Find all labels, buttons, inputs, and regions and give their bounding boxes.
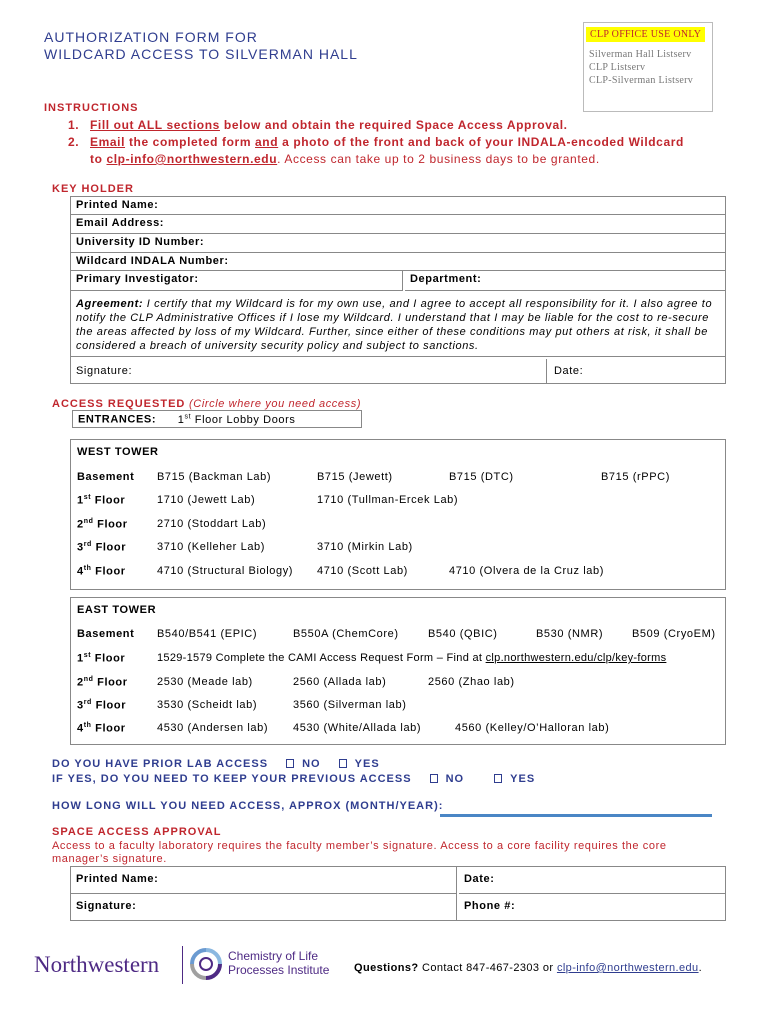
department-label: Department: [410,273,482,285]
office-line: Silverman Hall Listserv [589,49,692,60]
west-room[interactable]: B715 (rPPC) [601,471,670,483]
east-room[interactable]: 3530 (Scheidt lab) [157,699,258,711]
office-use-box [583,22,713,112]
footer-period: . [698,962,703,974]
floor-sup: rd [83,541,92,548]
east-floor-3 [77,699,126,712]
access-heading-text: ACCESS REQUESTED [52,398,186,410]
floor-num: 4 [77,565,84,578]
floor-word: Floor [91,541,127,554]
floor-word: Floor [91,699,127,712]
east-floor-4 [77,722,126,735]
entrances-label: ENTRANCES: [78,413,157,426]
instruction-1-text: below and obtain the required Space Access Approval. [219,118,568,132]
key-holder-heading: KEY HOLDER [52,183,134,195]
west-tower-box [70,439,726,590]
entrances-sup: st [184,413,192,420]
east-tower-title: EAST TOWER [77,604,157,616]
floor-sup: th [83,722,92,729]
floor-num: 4 [77,722,84,735]
keep-no-label: NO [445,773,465,785]
duration-input-line[interactable] [440,814,712,817]
agreement-text [71,293,725,357]
west-room[interactable]: 1710 (Tullman-Ercek Lab) [317,494,459,506]
east-room[interactable]: 2530 (Meade lab) [157,676,253,688]
east-room[interactable]: 3560 (Silverman lab) [293,699,407,711]
pi-field[interactable] [71,271,403,291]
form-title [44,29,358,63]
access-requested-heading [52,398,361,410]
east-room[interactable]: B530 (NMR) [536,628,604,640]
pi-label: Primary Investigator: [76,273,199,285]
instruction-2-cont [68,151,728,168]
prior-no-checkbox[interactable] [286,759,294,768]
approver-name-field[interactable] [71,867,457,894]
university-id-label: University ID Number: [76,236,205,248]
east-room[interactable]: 4530 (White/Allada lab) [293,722,422,734]
key-forms-link[interactable]: clp.northwestern.edu/clp/key-forms [485,652,667,664]
west-floor-3 [77,541,126,554]
floor-sup: th [83,565,92,572]
prior-no-label: NO [302,758,321,770]
instruction-2-to: to [90,152,107,166]
key-holder-signature-field[interactable] [71,359,547,384]
keep-yes-checkbox[interactable] [494,774,502,783]
east-room[interactable]: 4530 (Andersen lab) [157,722,269,734]
floor-num: 2 [77,518,84,531]
floor-num: 3 [77,699,84,712]
floor-word: Floor [93,676,128,689]
prior-access-question [52,758,380,770]
instruction-2-end: . Access can take up to 2 business days to be granted. [277,152,600,166]
floor-num: 3 [77,541,84,554]
clp-logo-line-2: Processes Institute [228,963,330,977]
instruction-number: 2. [68,135,80,149]
east-room[interactable]: 2560 (Zhao lab) [428,676,515,688]
date-label: Date: [554,365,584,377]
west-floor-1 [77,494,125,507]
key-holder-box [70,196,726,384]
agreement-label: Agreement: [76,298,144,310]
clp-logo-line-1: Chemistry of Life [228,949,319,963]
title-line-1: AUTHORIZATION FORM FOR [44,29,258,45]
logo-divider [182,946,183,984]
floor-sup: nd [83,676,94,683]
entrances-row [72,410,362,428]
approver-phone-field[interactable] [459,894,725,921]
floor-num: 1 [77,652,84,665]
floor-sup: st [83,652,92,659]
questions-label: Questions? [354,962,419,974]
west-room[interactable]: 4710 (Structural Biology) [157,565,294,577]
floor-word: Floor [91,652,126,665]
cami-text: 1529-1579 Complete the CAMI Access Request Form – Find at [157,652,486,664]
university-id-field[interactable] [71,234,725,253]
west-room[interactable]: B715 (Backman Lab) [157,471,272,483]
key-holder-date-field[interactable] [549,359,725,384]
west-room[interactable]: 1710 (Jewett Lab) [157,494,256,506]
approval-box [70,866,726,921]
approval-heading: SPACE ACCESS APPROVAL [52,826,222,838]
duration-question: HOW LONG WILL YOU NEED ACCESS, APPROX (MONTH/YEAR): [52,800,444,812]
footer-email-link[interactable]: clp-info@northwestern.edu [556,962,699,974]
instruction-2-text-rest: a photo of the front and back of your INDALA-encoded Wildcard [278,135,684,149]
west-room[interactable]: 2710 (Stoddart Lab) [157,518,267,530]
east-room[interactable]: 2560 (Allada lab) [293,676,387,688]
east-room[interactable]: B540/B541 (EPIC) [157,628,258,640]
indala-number-field[interactable] [71,253,725,271]
office-use-heading: CLP OFFICE USE ONLY [586,27,705,42]
indala-number-label: Wildcard INDALA Number: [76,255,229,267]
instruction-1-link: Fill out ALL sections [90,118,220,132]
clp-logo-text [228,949,329,977]
clp-email-link[interactable]: clp-info@northwestern.edu [106,152,278,166]
east-tower-box [70,597,726,745]
keep-access-text: IF YES, DO YOU NEED TO KEEP YOUR PREVIOUS ACCESS [52,773,412,785]
instruction-2-text: the completed form [125,135,256,149]
contact-text: Contact 847-467-2303 or [418,962,557,974]
signature-label: Signature: [76,365,133,377]
office-line: CLP-Silverman Listserv [589,75,694,86]
instructions-list [68,117,728,168]
office-line: CLP Listserv [589,62,646,73]
floor-word: Floor [91,722,126,735]
instruction-number: 1. [68,118,80,132]
west-room[interactable]: B715 (Jewett) [317,471,393,483]
east-room[interactable]: B540 (QBIC) [428,628,498,640]
approver-name-label: Printed Name: [76,873,159,885]
entrances-value[interactable] [178,414,296,426]
access-heading-note: (Circle where you need access) [185,398,362,410]
east-room[interactable]: B509 (CryoEM) [632,628,716,640]
west-room[interactable]: 3710 (Mirkin Lab) [317,541,413,553]
title-line-2: WILDCARD ACCESS TO SILVERMAN HALL [44,46,358,62]
email-field[interactable] [71,215,725,234]
floor-sup: st [83,494,92,501]
approver-signature-field[interactable] [71,894,457,921]
agreement-body: I certify that my Wildcard is for my own use, and I agree to accept all responsibility for it. I also agree to notify the CLP Administrative Offices if I lose my Wildcard. I understand that I may be liable for the cost to re-secure the areas affected by loss of my Wildcard. Further, since either of these conditions may put others at risk, it shall be considered a breach of university security policy and subject to sanctions. [76,298,713,352]
clp-gear-icon [188,946,224,982]
west-room[interactable]: 4710 (Olvera de la Cruz lab) [449,565,604,577]
instruction-2 [68,134,728,151]
instruction-2-and: and [255,135,279,149]
west-floor-4 [77,565,126,578]
department-field[interactable] [405,271,725,291]
printed-name-label: Printed Name: [76,199,159,211]
prior-yes-label: YES [354,758,380,770]
floor-word: Floor [91,494,126,507]
instruction-1 [68,117,728,134]
east-floor-1 [77,652,125,665]
approver-phone-label: Phone #: [464,900,516,912]
east-floor-basement: Basement [77,628,135,640]
approval-text: Access to a faculty laboratory requires the faculty member’s signature. Access to a core facility requires the core manager’s signature. [52,840,667,865]
east-floor-2 [77,676,128,689]
keep-access-question [52,773,535,785]
floor-word: Floor [93,518,128,531]
prior-access-text: DO YOU HAVE PRIOR LAB ACCESS [52,758,269,770]
entrances-text: Floor Lobby Doors [191,413,296,426]
instructions-heading: INSTRUCTIONS [44,102,139,114]
approver-signature-label: Signature: [76,900,137,912]
keep-yes-label: YES [510,773,536,785]
floor-sup: rd [83,699,92,706]
floor-word: Floor [91,565,126,578]
northwestern-logo: Northwestern [34,952,160,977]
east-room[interactable]: 4560 (Kelley/O’Halloran lab) [455,722,610,734]
footer-contact [354,962,702,974]
printed-name-field[interactable] [71,197,725,215]
east-cami-note [157,652,666,664]
approver-date-field[interactable] [459,867,725,894]
west-room[interactable]: 4710 (Scott Lab) [317,565,408,577]
west-floor-basement: Basement [77,471,135,483]
instruction-2-email-word: Email [90,135,126,149]
entrances-num: 1 [177,413,185,426]
email-label: Email Address: [76,217,165,229]
keep-no-checkbox[interactable] [430,774,438,783]
approver-date-label: Date: [464,873,495,885]
floor-sup: nd [83,518,94,525]
east-room[interactable]: B550A (ChemCore) [293,628,399,640]
west-room[interactable]: B715 (DTC) [449,471,514,483]
floor-num: 2 [77,676,84,689]
west-tower-title: WEST TOWER [77,446,159,458]
floor-num: 1 [77,494,84,507]
prior-yes-checkbox[interactable] [339,759,347,768]
west-floor-2 [77,518,128,531]
west-room[interactable]: 3710 (Kelleher Lab) [157,541,266,553]
